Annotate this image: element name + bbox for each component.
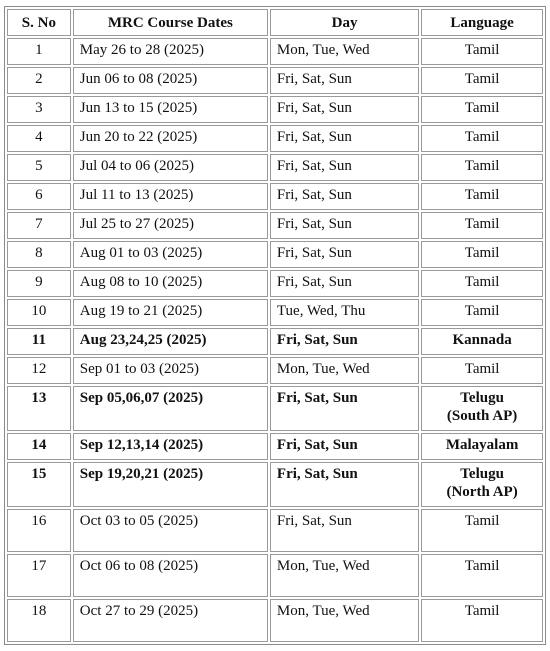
row-course-dates: Jun 13 to 15 (2025) [73,96,268,123]
row-language: Tamil [421,212,543,239]
table-row [7,125,543,152]
row-language: Tamil [421,270,543,297]
row-day: Tue, Wed, Thu [270,299,419,326]
row-day: Mon, Tue, Wed [270,38,419,65]
header-language: Language [421,9,543,36]
row-course-dates: Jul 04 to 06 (2025) [73,154,268,181]
row-language: Tamil [421,357,543,384]
row-serial-number: 15 [7,462,71,507]
row-day: Mon, Tue, Wed [270,599,419,642]
row-language: Tamil [421,67,543,94]
table-row [7,357,543,384]
row-day: Fri, Sat, Sun [270,125,419,152]
row-day: Fri, Sat, Sun [270,386,419,431]
table-row [7,386,543,431]
row-course-dates: Sep 01 to 03 (2025) [73,357,268,384]
row-course-dates: Jul 11 to 13 (2025) [73,183,268,210]
table-row [7,38,543,65]
row-serial-number: 9 [7,270,71,297]
row-serial-number: 2 [7,67,71,94]
row-day: Fri, Sat, Sun [270,183,419,210]
row-language: Kannada [421,328,543,355]
table-row [7,183,543,210]
row-serial-number: 3 [7,96,71,123]
row-serial-number: 5 [7,154,71,181]
row-course-dates: Sep 12,13,14 (2025) [73,433,268,460]
row-serial-number: 14 [7,433,71,460]
row-language: Tamil [421,125,543,152]
row-course-dates: Aug 08 to 10 (2025) [73,270,268,297]
row-day: Fri, Sat, Sun [270,433,419,460]
table-row [7,433,543,460]
row-serial-number: 1 [7,38,71,65]
header-row [7,9,543,36]
row-serial-number: 17 [7,554,71,597]
table-row [7,154,543,181]
row-language: Tamil [421,154,543,181]
row-serial-number: 8 [7,241,71,268]
row-serial-number: 11 [7,328,71,355]
row-day: Mon, Tue, Wed [270,554,419,597]
row-language: Tamil [421,241,543,268]
table-body [7,38,543,642]
row-day: Fri, Sat, Sun [270,509,419,552]
row-language: Telugu (North AP) [421,462,543,507]
row-course-dates: Oct 03 to 05 (2025) [73,509,268,552]
table-row [7,212,543,239]
row-day: Fri, Sat, Sun [270,96,419,123]
row-language: Malayalam [421,433,543,460]
row-serial-number: 7 [7,212,71,239]
table-row [7,554,543,597]
row-course-dates: Jun 20 to 22 (2025) [73,125,268,152]
row-course-dates: Aug 19 to 21 (2025) [73,299,268,326]
row-course-dates: Aug 01 to 03 (2025) [73,241,268,268]
row-day: Fri, Sat, Sun [270,67,419,94]
row-course-dates: Jul 25 to 27 (2025) [73,212,268,239]
table-row [7,96,543,123]
row-course-dates: Sep 19,20,21 (2025) [73,462,268,507]
header-day: Day [270,9,419,36]
table-header [7,9,543,36]
row-course-dates: Oct 06 to 08 (2025) [73,554,268,597]
course-schedule-table [4,6,546,645]
row-course-dates: May 26 to 28 (2025) [73,38,268,65]
row-serial-number: 6 [7,183,71,210]
row-language: Tamil [421,509,543,552]
row-serial-number: 18 [7,599,71,642]
table-row [7,270,543,297]
row-serial-number: 12 [7,357,71,384]
table-row [7,241,543,268]
row-day: Mon, Tue, Wed [270,357,419,384]
row-serial-number: 16 [7,509,71,552]
row-language: Tamil [421,299,543,326]
table-row [7,299,543,326]
table-row [7,462,543,507]
table-row [7,328,543,355]
row-language: Tamil [421,599,543,642]
row-course-dates: Sep 05,06,07 (2025) [73,386,268,431]
row-day: Fri, Sat, Sun [270,462,419,507]
table-row [7,509,543,552]
row-day: Fri, Sat, Sun [270,212,419,239]
row-language: Tamil [421,96,543,123]
row-day: Fri, Sat, Sun [270,241,419,268]
row-language: Tamil [421,183,543,210]
table-row [7,599,543,642]
row-language: Tamil [421,38,543,65]
row-serial-number: 10 [7,299,71,326]
row-day: Fri, Sat, Sun [270,270,419,297]
header-serial-number: S. No [7,9,71,36]
row-serial-number: 4 [7,125,71,152]
row-serial-number: 13 [7,386,71,431]
header-course-dates: MRC Course Dates [73,9,268,36]
row-language: Telugu (South AP) [421,386,543,431]
row-course-dates: Jun 06 to 08 (2025) [73,67,268,94]
table-row [7,67,543,94]
row-day: Fri, Sat, Sun [270,154,419,181]
row-course-dates: Oct 27 to 29 (2025) [73,599,268,642]
row-language: Tamil [421,554,543,597]
row-day: Fri, Sat, Sun [270,328,419,355]
row-course-dates: Aug 23,24,25 (2025) [73,328,268,355]
